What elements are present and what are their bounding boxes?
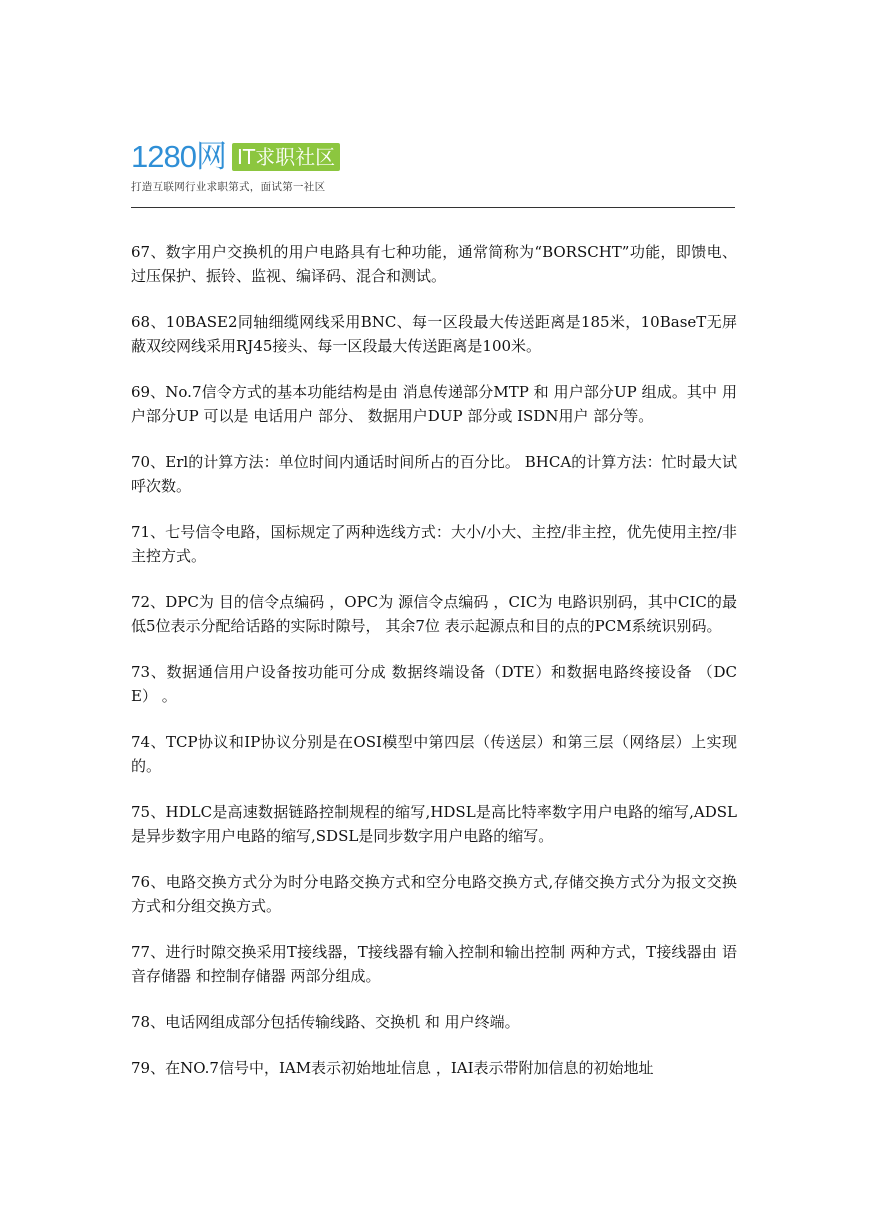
paragraph-76: 76、电路交换方式分为时分电路交换方式和空分电路交换方式,存储交换方式分为报文交换方式和分组交换方式。 [131,873,737,915]
paragraph-78: 78、电话网组成部分包括传输线路、交换机 和 用户终端。 [131,1013,520,1031]
paragraph-72: 72、DPC为 目的信令点编码 ，OPC为 源信令点编码 ，CIC为 电路识别码，其中CIC的最低5位表示分配给话路的实际时隙号， 其余7位 表示起源点和目的点的PCM系统识别码。 [131,593,737,635]
logo-slogan: 打造互联网行业求职第式，面试第一社区 [131,181,326,193]
paragraph-70: 70、Erl的计算方法：单位时间内通话时间所占的百分比。 BHCA的计算方法：忙时最大试呼次数。 [131,453,737,495]
paragraph-74: 74、TCP协议和IP协议分别是在OSI模型中第四层（传送层）和第三层（网络层）上实现的。 [131,733,737,775]
header-divider [131,207,735,208]
paragraph-73: 73、数据通信用户设备按功能可分成 数据终端设备（DTE）和数据电路终接设备 （DCE） 。 [131,663,737,705]
site-logo[interactable] [131,140,735,174]
site-header [131,140,735,210]
paragraph-75: 75、HDLC是高速数据链路控制规程的缩写,HDSL是高比特率数字用户电路的缩写,ADSL是异步数字用户电路的缩写,SDSL是同步数字用户电路的缩写。 [131,803,737,845]
paragraph-67: 67、数字用户交换机的用户电路具有七种功能，通常简称为“BORSCHT”功能，即馈电、过压保护、振铃、监视、编译码、混合和测试。 [131,243,737,285]
paragraph-77: 77、进行时隙交换采用T接线器，T接线器有输入控制和输出控制 两种方式，T接线器由 语音存储器 和控制存储器 两部分组成。 [131,943,737,985]
logo-number: 1280网 [131,139,226,174]
paragraph-69: 69、No.7信令方式的基本功能结构是由 消息传递部分MTP 和 用户部分UP 组成。其中 用户部分UP 可以是 电话用户 部分、 数据用户DUP 部分或 ISDN用户 部分等。 [131,383,737,425]
logo-tag: IT求职社区 [232,143,340,171]
paragraph-79: 79、在NO.7信号中，IAM表示初始地址信息 ，IAI表示带附加信息的初始地址 [131,1059,654,1077]
document-body [131,240,737,1102]
paragraph-68: 68、10BASE2同轴细缆网线采用BNC、每一区段最大传送距离是185米，10BaseT无屏蔽双绞网线采用RJ45接头、每一区段最大传送距离是100米。 [131,313,737,355]
paragraph-71: 71、七号信令电路，国标规定了两种选线方式：大小/小大、主控/非主控，优先使用主控/非主控方式。 [131,523,737,565]
